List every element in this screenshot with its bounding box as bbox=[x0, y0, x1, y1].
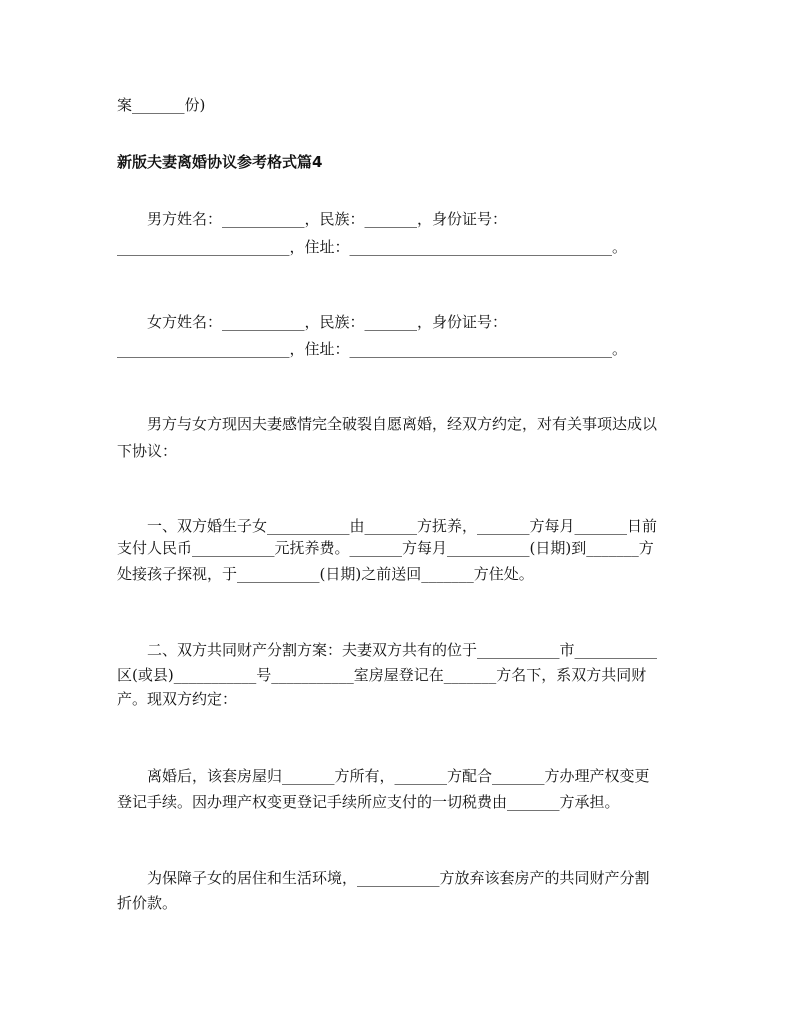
clause-1-line-1: 一、双方婚生子女___________由_______方抚养，_______方每月_______日前 bbox=[147, 517, 658, 535]
intro-paragraph-line-1: 男方与女方现因夫妻感情完全破裂自愿离婚，经双方约定，对有关事项达成以 bbox=[147, 415, 658, 433]
clause-2-line-1: 二、双方共同财产分割方案：夫妻双方共有的位于___________市___________ bbox=[147, 641, 658, 659]
child-paragraph-line-2: 折价款。 bbox=[117, 894, 178, 912]
child-paragraph-line-1: 为保障子女的居住和生活环境，___________方放弃该套房产的共同财产分割 bbox=[147, 869, 650, 887]
clause-2-line-2: 区(或县)___________号___________室房屋登记在_______方名下，系双方共同财 bbox=[117, 666, 647, 684]
woman-info-line-2: _______________________，住址：___________________________________。 bbox=[117, 340, 628, 358]
man-info-line-2: _______________________，住址：___________________________________。 bbox=[117, 238, 628, 256]
house-paragraph-line-2: 登记手续。因办理产权变更登记手续所应支付的一切税费由_______方承担。 bbox=[117, 793, 620, 811]
woman-info-line-1: 女方姓名：___________，民族：_______，身份证号： bbox=[147, 313, 508, 331]
man-info-line-1: 男方姓名：___________，民族：_______，身份证号： bbox=[147, 210, 508, 228]
previous-section-tail: 案_______份) bbox=[117, 96, 206, 114]
clause-1-line-3: 处接孩子探视，于___________(日期)之前送回_______方住处。 bbox=[117, 565, 534, 583]
document-title: 新版夫妻离婚协议参考格式篇4 bbox=[117, 153, 323, 171]
clause-2-line-3: 产。现双方约定： bbox=[117, 690, 238, 708]
intro-paragraph-line-2: 下协议： bbox=[117, 442, 178, 460]
house-paragraph-line-1: 离婚后，该套房屋归_______方所有，_______方配合_______方办理产权变更 bbox=[147, 767, 650, 785]
clause-1-line-2: 支付人民币___________元抚养费。_______方每月___________(日期)到_______方 bbox=[117, 539, 654, 557]
